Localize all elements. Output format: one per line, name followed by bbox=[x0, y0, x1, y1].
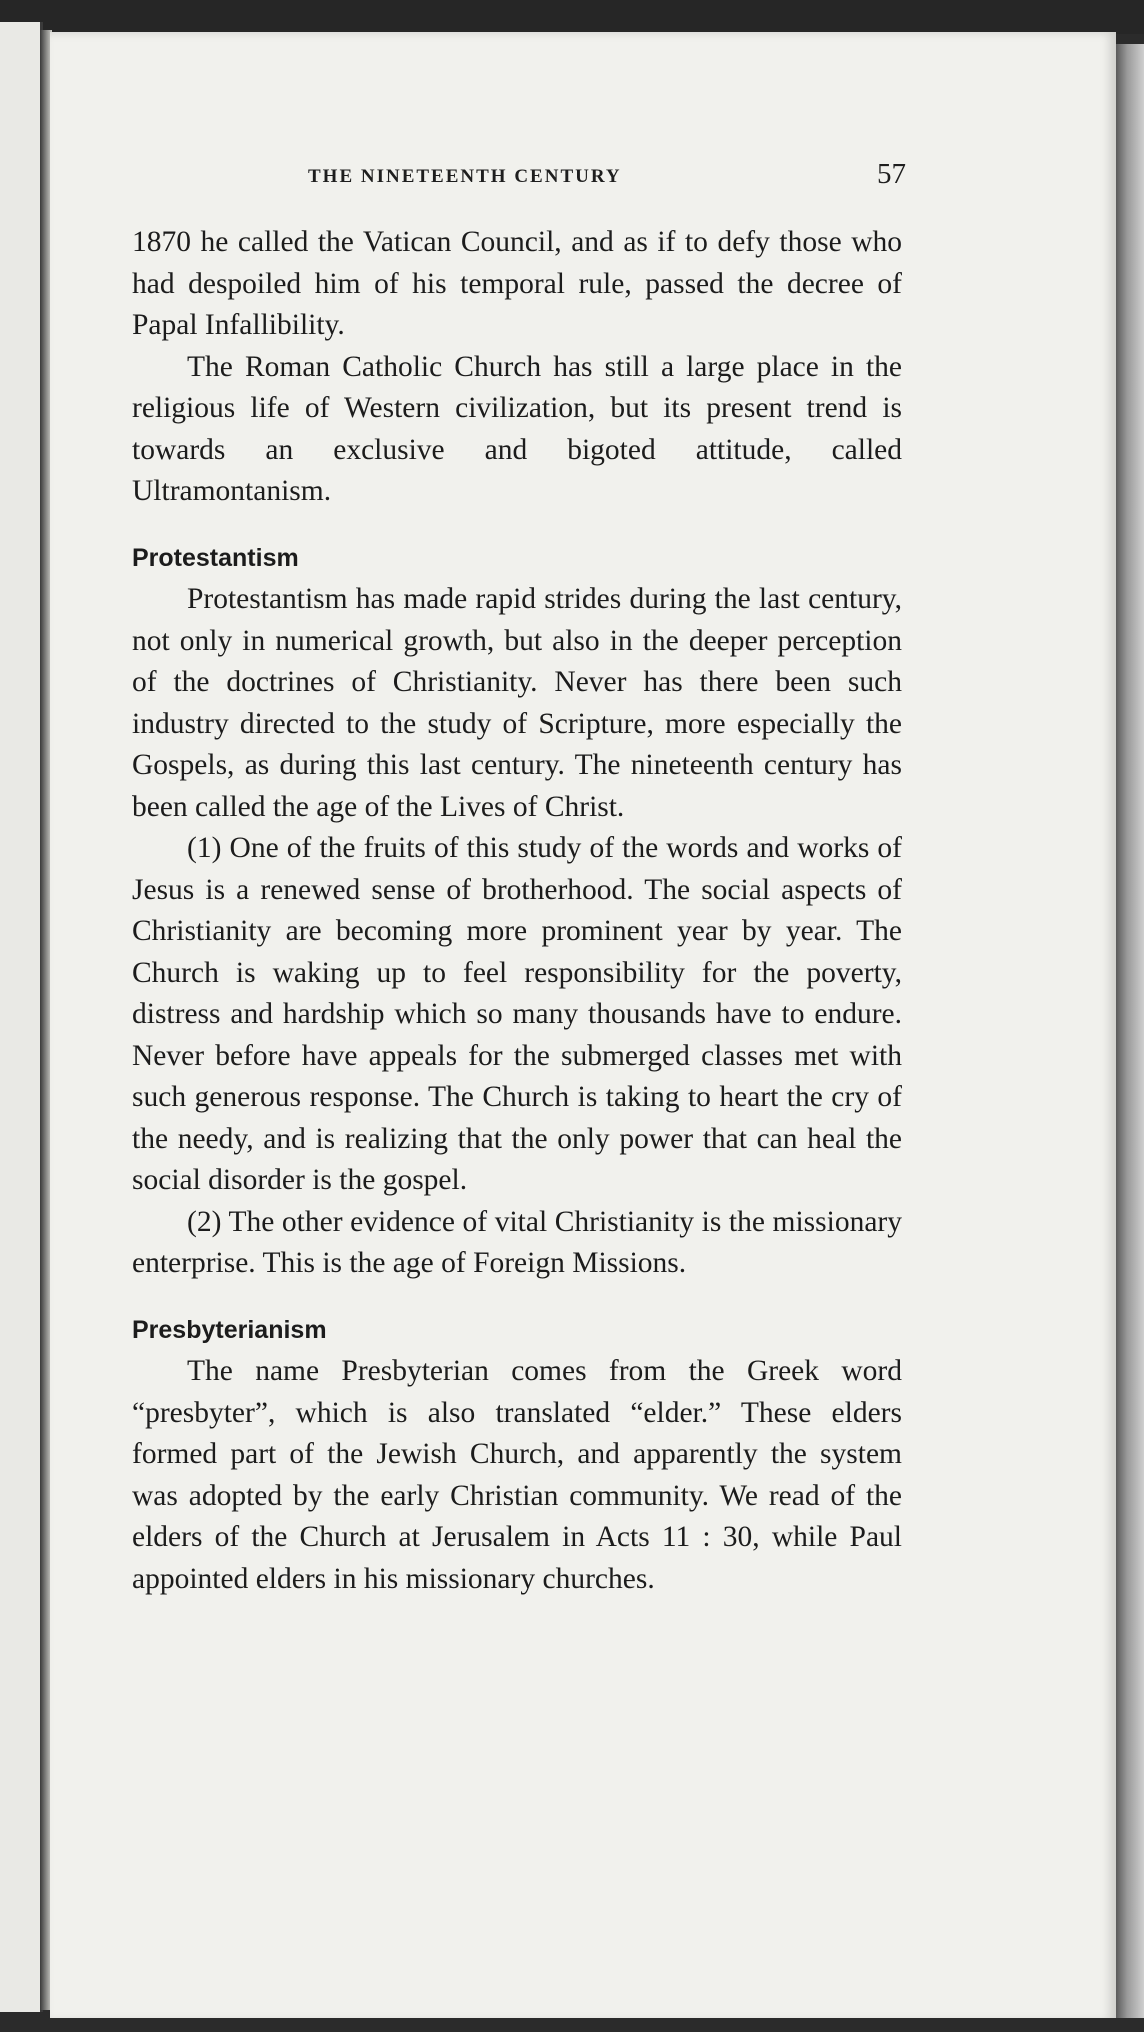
running-title: THE NINETEENTH CENTURY bbox=[308, 166, 622, 187]
paragraph-vatican-council: 1870 he called the Vatican Council, and as if to defy those who had despoiled him of his temporal rule, passed the decree of Papal Infallibility. bbox=[132, 226, 902, 341]
page-body bbox=[132, 222, 902, 1600]
page-stack-edge bbox=[1116, 44, 1144, 2032]
section-heading-presbyterianism: Presbyterianism bbox=[132, 1315, 327, 1344]
scan-bottom-border bbox=[0, 2018, 1144, 2032]
scan-top-border bbox=[0, 0, 1144, 34]
facing-page-edge bbox=[0, 22, 43, 2012]
page-header bbox=[130, 158, 906, 198]
paragraph-protestantism: Protestantism has made rapid strides during the last century, not only in numerical growth, but also in the deeper perception of the doctrines of Christianity. Never has there been such industry directed to the study of Scripture, more especially the Gospels, as during this last century. The nineteenth century has been called the age of the Lives of Christ. bbox=[132, 583, 902, 823]
paragraph-missions: (2) The other evidence of vital Christianity is the missionary enterprise. This is the age of Foreign Missions. bbox=[132, 1205, 902, 1279]
section-gap bbox=[132, 513, 902, 538]
section-gap bbox=[132, 1285, 902, 1310]
section-heading-protestantism: Protestantism bbox=[132, 543, 299, 572]
paragraph-roman-catholic: The Roman Catholic Church has still a large place in the religious life of Western civilization, but its present trend is towards an exclusive and bigoted attitude, called Ultramontanism. bbox=[132, 350, 902, 507]
paragraph-presbyterianism: The name Presbyterian comes from the Greek word “presbyter”, which is also translated “elder.” These elders formed part of the Jewish Church, and apparently the system was adopted by the early Christian community. We read of the elders of the Church at Jerusalem in Acts 11 : 30, while Paul appointed elders in his missionary churches. bbox=[132, 1355, 902, 1595]
page-number: 57 bbox=[877, 158, 906, 190]
paragraph-brotherhood: (1) One of the fruits of this study of the words and works of Jesus is a renewed sense of brotherhood. The social aspects of Christianity are becoming more prominent year by year. The Church is waking up to feel responsibility for the poverty, distress and hardship which so many thousands have to endure. Never before have appeals for the submerged classes met with such generous response. The Church is taking to heart the cry of the needy, and is realizing that the only power that can heal the social disorder is the gospel. bbox=[132, 832, 902, 1196]
